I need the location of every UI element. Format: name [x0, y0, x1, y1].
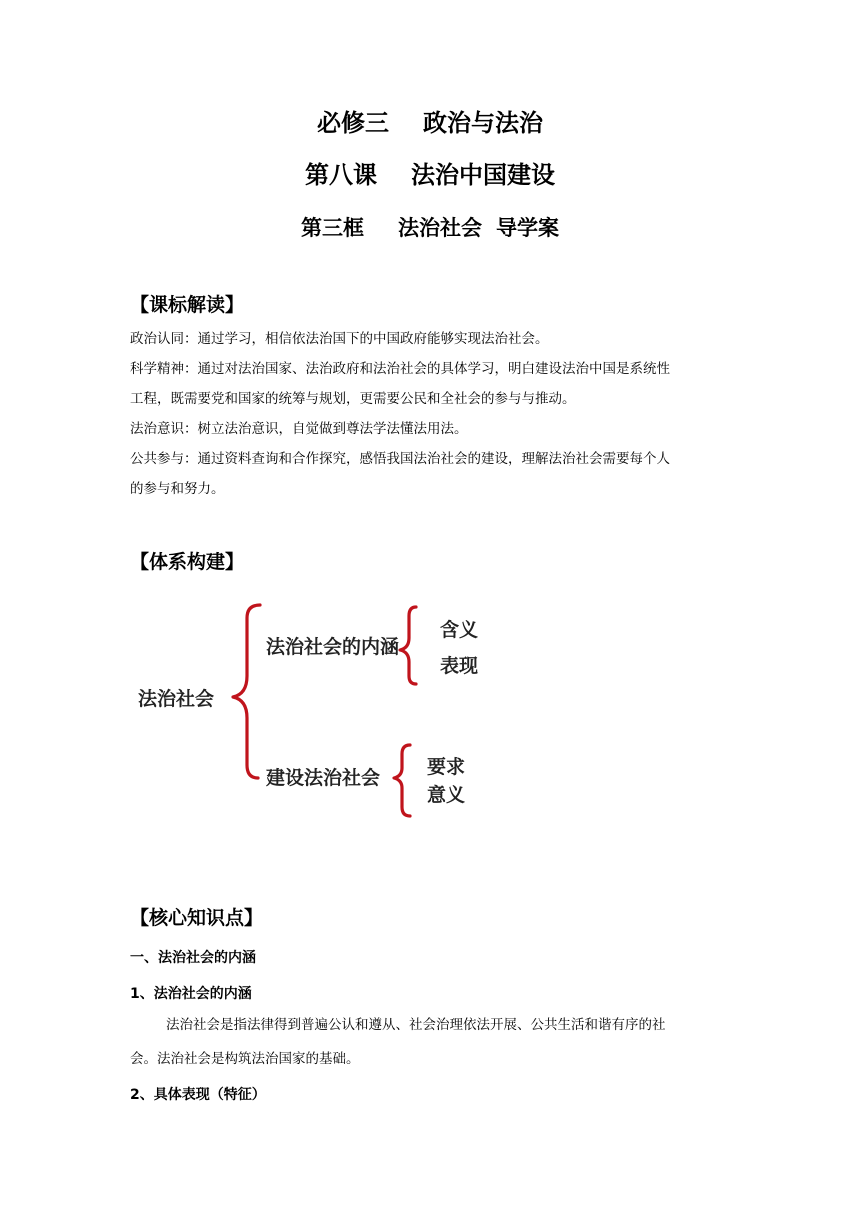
- curriculum-line: 法治意识：树立法治意识，自觉做到尊法学法懂法用法。: [130, 421, 468, 437]
- core-item-2-title: 2、具体表现（特征）: [130, 1087, 266, 1103]
- title-line-3: [0, 212, 860, 242]
- framework-root: 法治社会: [138, 688, 215, 710]
- curriculum-line: 的参与和努力。: [130, 481, 225, 497]
- title-line-1: [0, 103, 860, 138]
- title-line-2: [0, 155, 860, 190]
- framework-diagram: [0, 590, 860, 830]
- framework-heading: 【体系构建】: [130, 551, 245, 573]
- title-line-3-kind: 导学案: [496, 216, 559, 240]
- core-item-1-text-cont: 会。法治社会是构筑法治国家的基础。: [130, 1051, 360, 1067]
- framework-branch-build: 建设法治社会: [266, 767, 381, 789]
- core-heading: 【核心知识点】: [130, 907, 264, 929]
- title-line-3-topic: 法治社会: [398, 216, 482, 240]
- branch2-brace: [394, 745, 410, 816]
- title-line-2-lesson: 第八课: [305, 161, 377, 189]
- curriculum-line: 工程，既需要党和国家的统筹与规划，更需要公民和全社会的参与与推动。: [130, 391, 576, 407]
- title-line-3-frame: 第三框: [301, 216, 364, 240]
- framework-leaf-manifestation: 表现: [440, 655, 479, 677]
- branch1-brace: [400, 607, 416, 684]
- curriculum-heading: 【课标解读】: [130, 294, 245, 316]
- title-line-1-course: 必修三: [317, 109, 389, 137]
- curriculum-line: 科学精神：通过对法治国家、法治政府和法治社会的具体学习，明白建设法治中国是系统性: [130, 361, 670, 377]
- core-section-1: 一、法治社会的内涵: [130, 950, 256, 966]
- framework-leaf-definition: 含义: [440, 619, 479, 641]
- core-item-1-title: 1、法治社会的内涵: [130, 986, 252, 1002]
- curriculum-line: 政治认同：通过学习，相信依法治国下的中国政府能够实现法治社会。: [130, 331, 549, 347]
- core-item-1-text: 法治社会是指法律得到普遍公认和遵从、社会治理依法开展、公共生活和谐有序的社: [166, 1017, 666, 1033]
- curriculum-line: 公共参与：通过资料查询和合作探究，感悟我国法治社会的建设，理解法治社会需要每个人: [130, 451, 670, 467]
- framework-leaf-requirement: 要求: [427, 756, 466, 778]
- framework-leaf-significance: 意义: [427, 784, 466, 806]
- title-line-1-subject: 政治与法治: [423, 109, 543, 137]
- framework-branch-meaning: 法治社会的内涵: [266, 636, 400, 658]
- title-line-2-topic: 法治中国建设: [411, 161, 555, 189]
- root-brace: [233, 605, 260, 778]
